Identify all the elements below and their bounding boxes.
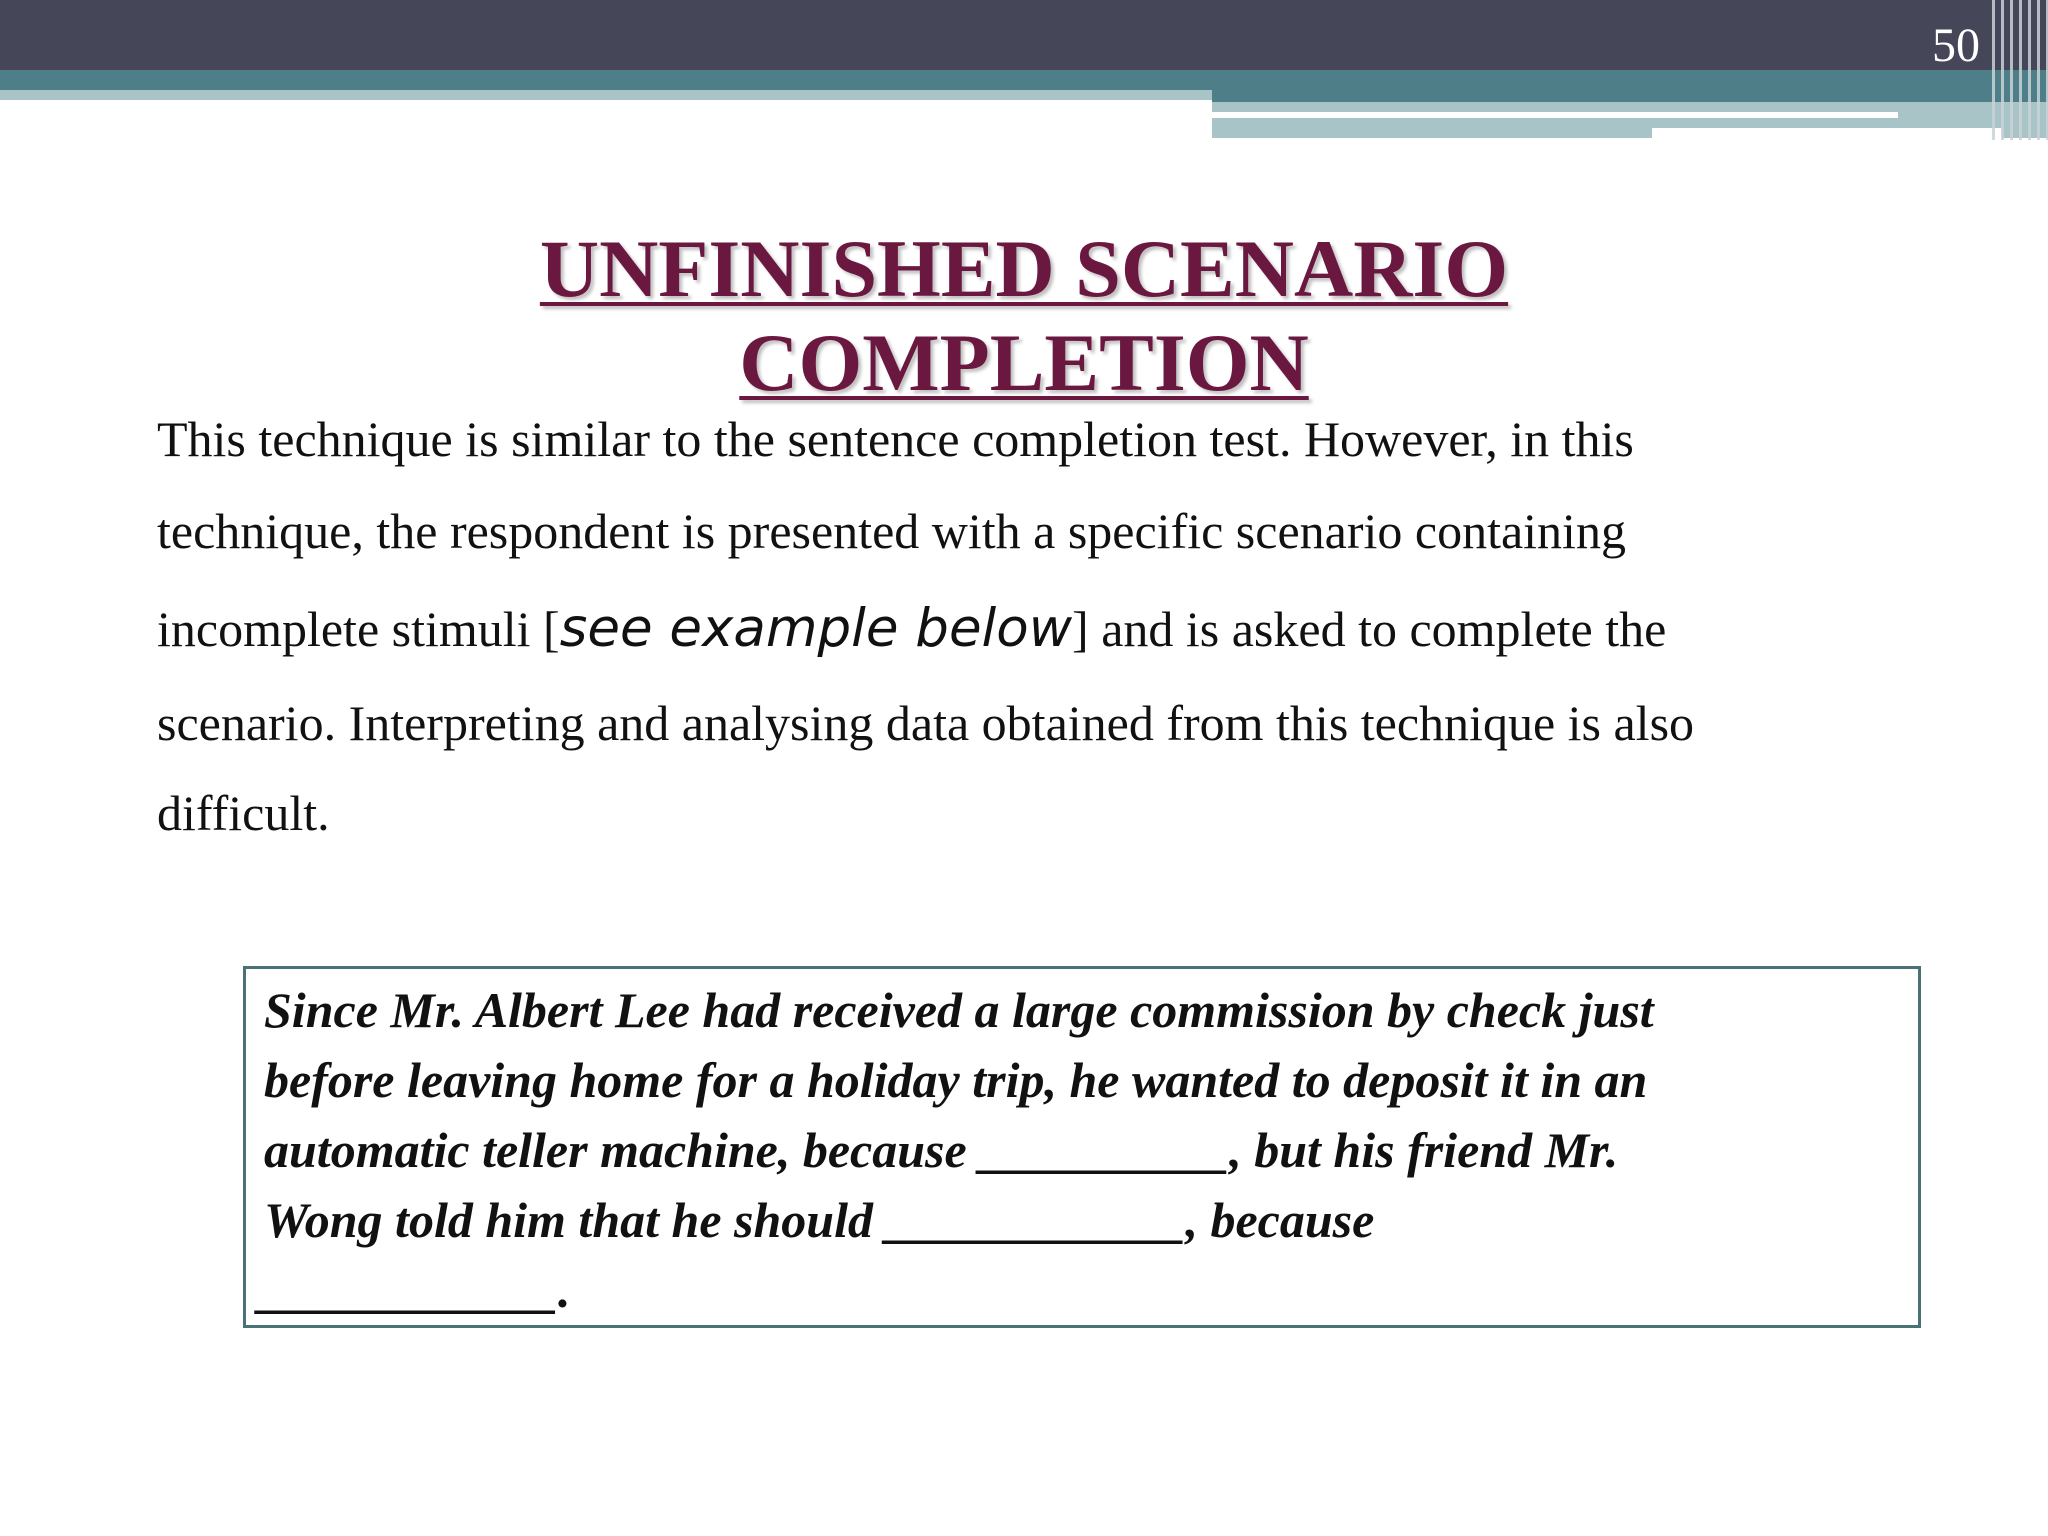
header-dark-band	[0, 0, 2048, 70]
scenario-box	[243, 966, 1921, 1328]
body-line-3-end: ] and is asked to complete the	[1072, 601, 1667, 657]
body-line-5: difficult.	[157, 785, 330, 841]
body-line-2: technique, the respondent is presented with a specific scenario containing	[157, 503, 1626, 559]
page-number: 50	[1932, 19, 1980, 72]
body-line-3-start: incomplete stimuli [	[157, 601, 560, 657]
body-line-3-italic: see example below	[559, 598, 1073, 659]
scenario-line-3: automatic teller machine, because __________, but his friend Mr.	[264, 1122, 1619, 1178]
header-teal-band	[0, 70, 2048, 90]
header-stripes	[1986, 0, 2048, 140]
slide-title	[0, 222, 2048, 410]
body-line-3	[157, 598, 1666, 659]
header-divider-line	[1212, 112, 1898, 118]
body-line-4: scenario. Interpreting and analysing data obtained from this technique is also	[157, 695, 1695, 751]
header-teal-band-right	[1212, 90, 2048, 102]
header-light-band-left	[0, 90, 1212, 100]
scenario-line-1: Since Mr. Albert Lee had received a large commission by check just	[264, 982, 1654, 1038]
slide-title-line1: UNFINISHED SCENARIO	[539, 223, 1509, 314]
scenario-line-2: before leaving home for a holiday trip, he wanted to deposit it in an	[264, 1052, 1648, 1108]
scenario-line-5: ____________.	[258, 1262, 571, 1318]
scenario-line-4: Wong told him that he should ____________, because	[264, 1192, 1375, 1248]
header-divider-line-lower	[1652, 128, 2002, 138]
body-line-1: This technique is similar to the sentence completion test. However, in this	[157, 411, 1634, 467]
slide-title-line2: COMPLETION	[739, 317, 1309, 408]
